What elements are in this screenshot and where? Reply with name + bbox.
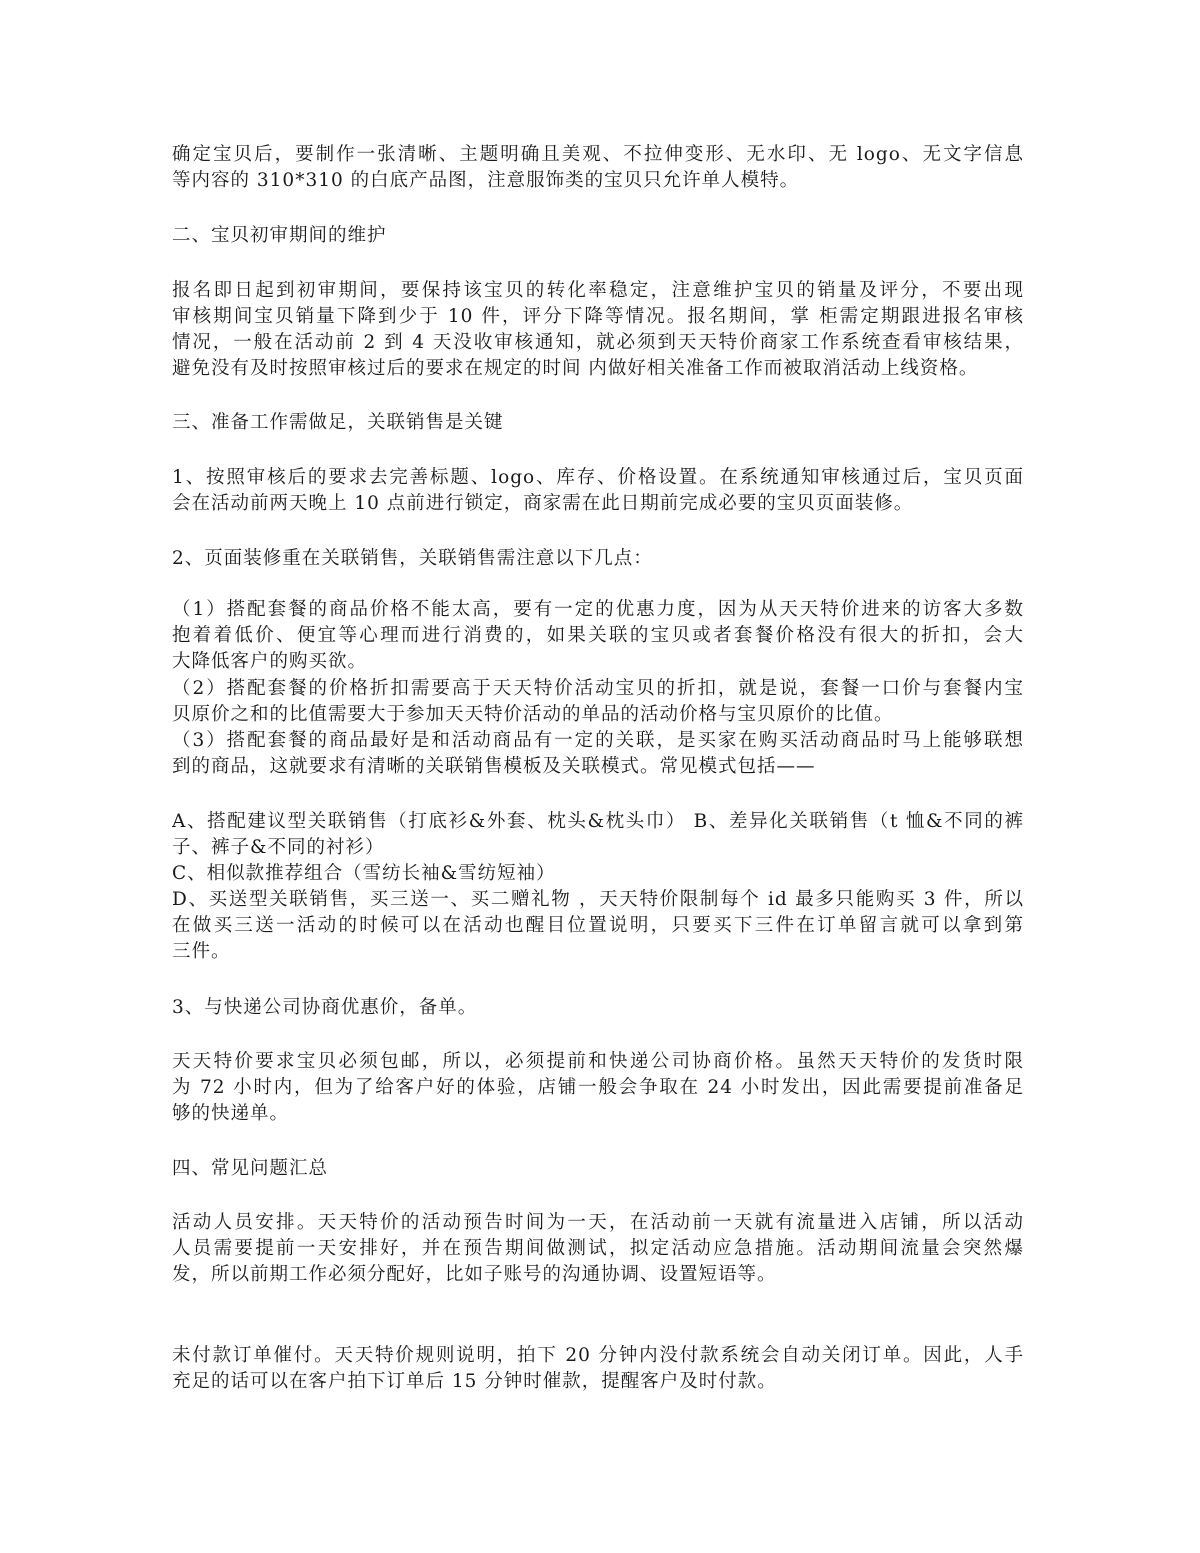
text-line: 抱着着低价、便宜等心理而进行消费的，如果关联的宝贝或者套餐价格没有很大的折扣，会大 [172,625,1024,646]
text-line: 报名即日起到初审期间，要保持该宝贝的转化率稳定，注意维护宝贝的销量及评分，不要出现 [172,280,1024,301]
text-line: 2、页面装修重在关联销售，关联销售需注意以下几点： [172,548,653,569]
text-line: 三、准备工作需做足，关联销售是关键 [172,412,504,433]
text-line: 会在活动前两天晚上 10 点前进行锁定，商家需在此日期前完成必要的宝贝页面装修。 [172,493,914,514]
text-line: 充足的话可以在客户拍下订单后 15 分钟时催款，提醒客户及时付款。 [172,1371,777,1392]
text-line: 情况，一般在活动前 2 到 4 天没收审核通知，就必须到天天特价商家工作系统查看审核结果， [172,332,1024,353]
text-line: 为 72 小时内，但为了给客户好的体验，店铺一般会争取在 24 小时发出，因此需要提前准备足 [172,1077,1024,1098]
text-line: （1）搭配套餐的商品价格不能太高，要有一定的优惠力度，因为从天天特价进来的访客大多数 [172,599,1024,620]
text-line: D、买送型关联销售，买三送一、买二赠礼物 ，天天特价限制每个 id 最多只能购买 3 件，所以 [172,889,1024,910]
text-line: 二、宝贝初审期间的维护 [172,225,387,246]
text-line: 三件。 [172,941,231,962]
text-line: 等内容的 310*310 的白底产品图，注意服饰类的宝贝只允许单人模特。 [172,170,800,191]
text-line: 天天特价要求宝贝必须包邮，所以，必须提前和快递公司协商价格。虽然天天特价的发货时限 [172,1051,1024,1072]
text-line: 大降低客户的购买欲。 [172,651,368,672]
text-line: 子、裤子&不同的衬衫） [172,837,385,858]
text-line: 未付款订单催付。天天特价规则说明，拍下 20 分钟内没付款系统会自动关闭订单。因此，人手 [172,1345,1024,1366]
text-line: 贝原价之和的比值需要大于参加天天特价活动的单品的活动价格与宝贝原价的比值。 [172,704,894,725]
text-line: 活动人员安排。天天特价的活动预告时间为一天，在活动前一天就有流量进入店铺，所以活动 [172,1212,1024,1233]
text-line: 人员需要提前一天安排好，并在预告期间做测试，拟定活动应急措施。活动期间流量会突然爆 [172,1238,1024,1259]
text-line: 够的快递单。 [172,1103,290,1124]
text-line: C、相似款推荐组合（雪纺长袖&雪纺短袖） [172,863,556,884]
text-line: 避免没有及时按照审核过后的要求在规定的时间 内做好相关准备工作而被取消活动上线资格。 [172,358,979,379]
text-line: A、搭配建议型关联销售（打底衫&外套、枕头&枕头巾） B、差异化关联销售（t 恤&不同的裤 [172,811,1024,832]
text-line: 四、常见问题汇总 [172,1158,329,1179]
text-line: 1、按照审核后的要求去完善标题、logo、库存、价格设置。在系统通知审核通过后，宝贝页面 [172,467,1024,488]
text-line: （3）搭配套餐的商品最好是和活动商品有一定的关联，是买家在购买活动商品时马上能够联想 [172,730,1024,751]
text-line: 到的商品，这就要求有清晰的关联销售模板及关联模式。常见模式包括—— [172,756,816,777]
text-line: 审核期间宝贝销量下降到少于 10 件，评分下降等情况。报名期间，掌 柜需定期跟进报名审核 [172,306,1024,327]
text-line: （2）搭配套餐的价格折扣需要高于天天特价活动宝贝的折扣，就是说，套餐一口价与套餐内宝 [172,678,1024,699]
text-line: 发，所以前期工作必须分配好，比如子账号的沟通协调、设置短语等。 [172,1264,777,1285]
text-line: 确定宝贝后，要制作一张清晰、主题明确且美观、不拉伸变形、无水印、无 logo、无文字信息 [172,144,1024,165]
text-line: 在做买三送一活动的时候可以在活动也醒目位置说明，只要买下三件在订单留言就可以拿到第 [172,915,1024,936]
text-line: 3、与快递公司协商优惠价，备单。 [172,997,478,1018]
